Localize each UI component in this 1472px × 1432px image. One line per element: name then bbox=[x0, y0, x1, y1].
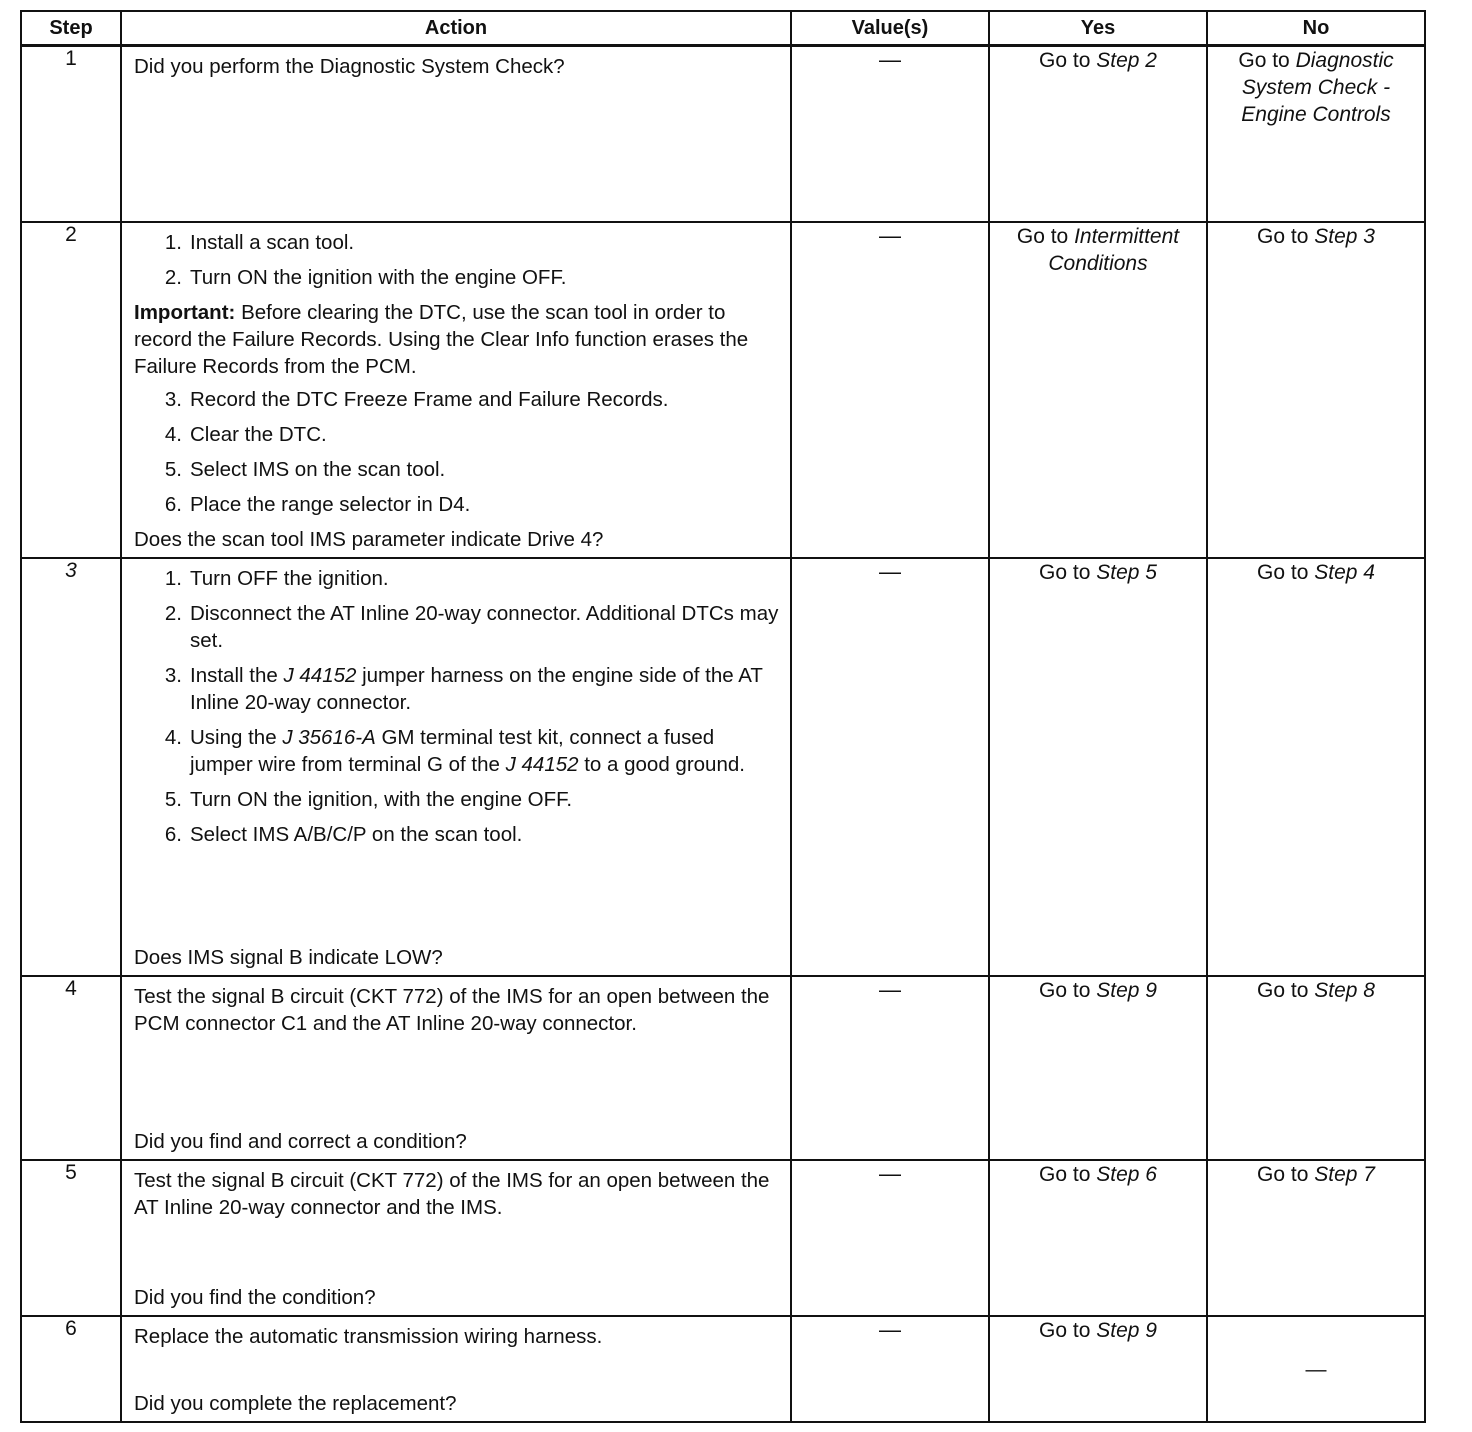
step-number: 4 bbox=[21, 976, 121, 1160]
table-row bbox=[21, 1160, 1425, 1316]
list-item-number: 2. bbox=[164, 266, 182, 289]
yes-cell bbox=[989, 1160, 1207, 1316]
list-item-text: Clear the DTC. bbox=[190, 423, 327, 446]
list-item bbox=[134, 600, 780, 654]
no-prefix: Go to bbox=[1238, 49, 1290, 72]
yes-prefix: Go to bbox=[1039, 1163, 1091, 1186]
no-prefix: Go to bbox=[1257, 561, 1309, 584]
action-question: Did you find the condition? bbox=[134, 1286, 376, 1309]
yes-cell bbox=[989, 222, 1207, 558]
list-item-number: 3. bbox=[164, 388, 182, 411]
action-text: Test the signal B circuit (CKT 772) of the IMS for an open between the PCM connector C1 and the AT Inline 20-way connector. bbox=[134, 985, 770, 1035]
action-text: Replace the automatic transmission wiring harness. bbox=[134, 1325, 603, 1348]
action-question: Did you complete the replacement? bbox=[134, 1392, 457, 1415]
yes-target-link[interactable]: Step 6 bbox=[1096, 1163, 1157, 1186]
list-item-number: 6. bbox=[164, 823, 182, 846]
action-cell bbox=[121, 1316, 791, 1422]
yes-target-link[interactable]: Step 2 bbox=[1096, 49, 1157, 72]
no-target-link[interactable]: Step 4 bbox=[1314, 561, 1375, 584]
table-row bbox=[21, 1316, 1425, 1422]
yes-cell bbox=[989, 46, 1207, 223]
list-item-text: Disconnect the AT Inline 20-way connector. Additional DTCs may set. bbox=[190, 602, 779, 652]
list-item-number: 1. bbox=[164, 231, 182, 254]
list-item-number: 5. bbox=[164, 788, 182, 811]
yes-target-link[interactable]: Step 9 bbox=[1096, 979, 1157, 1002]
no-cell bbox=[1207, 1160, 1425, 1316]
list-item bbox=[134, 386, 780, 413]
no-prefix: Go to bbox=[1257, 1163, 1309, 1186]
header-step: Step bbox=[21, 11, 121, 46]
yes-prefix: Go to bbox=[1039, 979, 1091, 1002]
yes-target-link[interactable]: Step 5 bbox=[1096, 561, 1157, 584]
action-cell bbox=[121, 46, 791, 223]
value-cell: — bbox=[791, 46, 989, 223]
tool-reference: J 44152 bbox=[283, 664, 357, 687]
no-prefix: Go to bbox=[1257, 979, 1309, 1002]
header-values: Value(s) bbox=[791, 11, 989, 46]
no-cell bbox=[1207, 558, 1425, 976]
yes-prefix: Go to bbox=[1016, 225, 1069, 248]
list-item-text: Select IMS A/B/C/P on the scan tool. bbox=[190, 823, 523, 846]
header-action: Action bbox=[121, 11, 791, 46]
no-prefix: Go to bbox=[1257, 225, 1309, 248]
header-yes: Yes bbox=[989, 11, 1207, 46]
yes-target-link[interactable]: Intermittent Conditions bbox=[1048, 225, 1180, 275]
list-item-text: Install the J 44152 jumper harness on the engine side of the AT Inline 20-way connector. bbox=[190, 664, 763, 714]
action-question: Does IMS signal B indicate LOW? bbox=[134, 946, 443, 969]
table-row bbox=[21, 46, 1425, 223]
no-target-link[interactable]: Step 8 bbox=[1314, 979, 1375, 1002]
no-cell bbox=[1207, 46, 1425, 223]
list-item bbox=[134, 565, 780, 592]
value-cell: — bbox=[791, 1160, 989, 1316]
action-cell bbox=[121, 222, 791, 558]
no-cell bbox=[1207, 976, 1425, 1160]
yes-cell bbox=[989, 976, 1207, 1160]
list-item bbox=[134, 229, 780, 256]
action-question: Does the scan tool IMS parameter indicate Drive 4? bbox=[134, 528, 604, 551]
list-item bbox=[134, 491, 780, 518]
no-target-link[interactable]: Step 3 bbox=[1314, 225, 1375, 248]
list-item-number: 5. bbox=[164, 458, 182, 481]
list-item-text: Select IMS on the scan tool. bbox=[190, 458, 446, 481]
list-item-text: Place the range selector in D4. bbox=[190, 493, 471, 516]
step-number: 2 bbox=[21, 222, 121, 558]
list-item-number: 4. bbox=[164, 726, 182, 749]
action-cell bbox=[121, 1160, 791, 1316]
step-number: 1 bbox=[21, 46, 121, 223]
header-row bbox=[21, 11, 1425, 46]
list-item-number: 4. bbox=[164, 423, 182, 446]
list-item-number: 2. bbox=[164, 602, 182, 625]
yes-prefix: Go to bbox=[1039, 1319, 1091, 1342]
list-item bbox=[134, 264, 780, 291]
no-cell: — bbox=[1207, 1316, 1425, 1422]
list-item-text: Record the DTC Freeze Frame and Failure Records. bbox=[190, 388, 669, 411]
action-text: Did you perform the Diagnostic System Check? bbox=[134, 55, 565, 78]
list-item-number: 1. bbox=[164, 567, 182, 590]
important-text: Before clearing the DTC, use the scan tool in order to record the Failure Records. Using the Clear Info function erases the Failure Records from the PCM. bbox=[134, 301, 749, 378]
yes-cell bbox=[989, 1316, 1207, 1422]
yes-prefix: Go to bbox=[1039, 49, 1091, 72]
step-number: 5 bbox=[21, 1160, 121, 1316]
list-item bbox=[134, 456, 780, 483]
action-text: Test the signal B circuit (CKT 772) of the IMS for an open between the AT Inline 20-way connector and the IMS. bbox=[134, 1169, 770, 1219]
action-cell bbox=[121, 976, 791, 1160]
procedure-list bbox=[134, 565, 780, 856]
procedure-list bbox=[134, 386, 780, 526]
list-item-text: Turn ON the ignition, with the engine OFF. bbox=[190, 788, 573, 811]
action-question: Did you find and correct a condition? bbox=[134, 1130, 467, 1153]
yes-target-link[interactable]: Step 9 bbox=[1096, 1319, 1157, 1342]
list-item-number: 3. bbox=[164, 664, 182, 687]
no-target-link[interactable]: Step 7 bbox=[1314, 1163, 1375, 1186]
header-no: No bbox=[1207, 11, 1425, 46]
tool-reference: J 44152 bbox=[505, 753, 579, 776]
list-item bbox=[134, 421, 780, 448]
action-cell bbox=[121, 558, 791, 976]
step-number: 6 bbox=[21, 1316, 121, 1422]
table-row bbox=[21, 558, 1425, 976]
list-item-text: Using the J 35616-A GM terminal test kit, connect a fused jumper wire from terminal G of the J 44152 to a good ground. bbox=[190, 726, 745, 776]
list-item-text: Turn ON the ignition with the engine OFF. bbox=[190, 266, 567, 289]
value-cell: — bbox=[791, 222, 989, 558]
table-row bbox=[21, 222, 1425, 558]
tool-reference: J 35616-A bbox=[282, 726, 376, 749]
yes-prefix: Go to bbox=[1039, 561, 1091, 584]
important-note bbox=[134, 299, 780, 380]
value-cell: — bbox=[791, 976, 989, 1160]
table-row bbox=[21, 976, 1425, 1160]
yes-cell bbox=[989, 558, 1207, 976]
list-item-text: Turn OFF the ignition. bbox=[190, 567, 389, 590]
list-item bbox=[134, 821, 780, 848]
diagnostic-table bbox=[20, 10, 1426, 1423]
value-cell: — bbox=[791, 1316, 989, 1422]
list-item-number: 6. bbox=[164, 493, 182, 516]
procedure-list bbox=[134, 229, 780, 299]
no-cell bbox=[1207, 222, 1425, 558]
value-cell: — bbox=[791, 558, 989, 976]
list-item bbox=[134, 724, 780, 778]
list-item bbox=[134, 662, 780, 716]
no-target-link[interactable]: Diagnostic System Check - Engine Controls bbox=[1241, 49, 1394, 126]
important-label: Important: bbox=[134, 301, 236, 324]
list-item-text: Install a scan tool. bbox=[190, 231, 355, 254]
step-number: 3 bbox=[21, 558, 121, 976]
list-item bbox=[134, 786, 780, 813]
